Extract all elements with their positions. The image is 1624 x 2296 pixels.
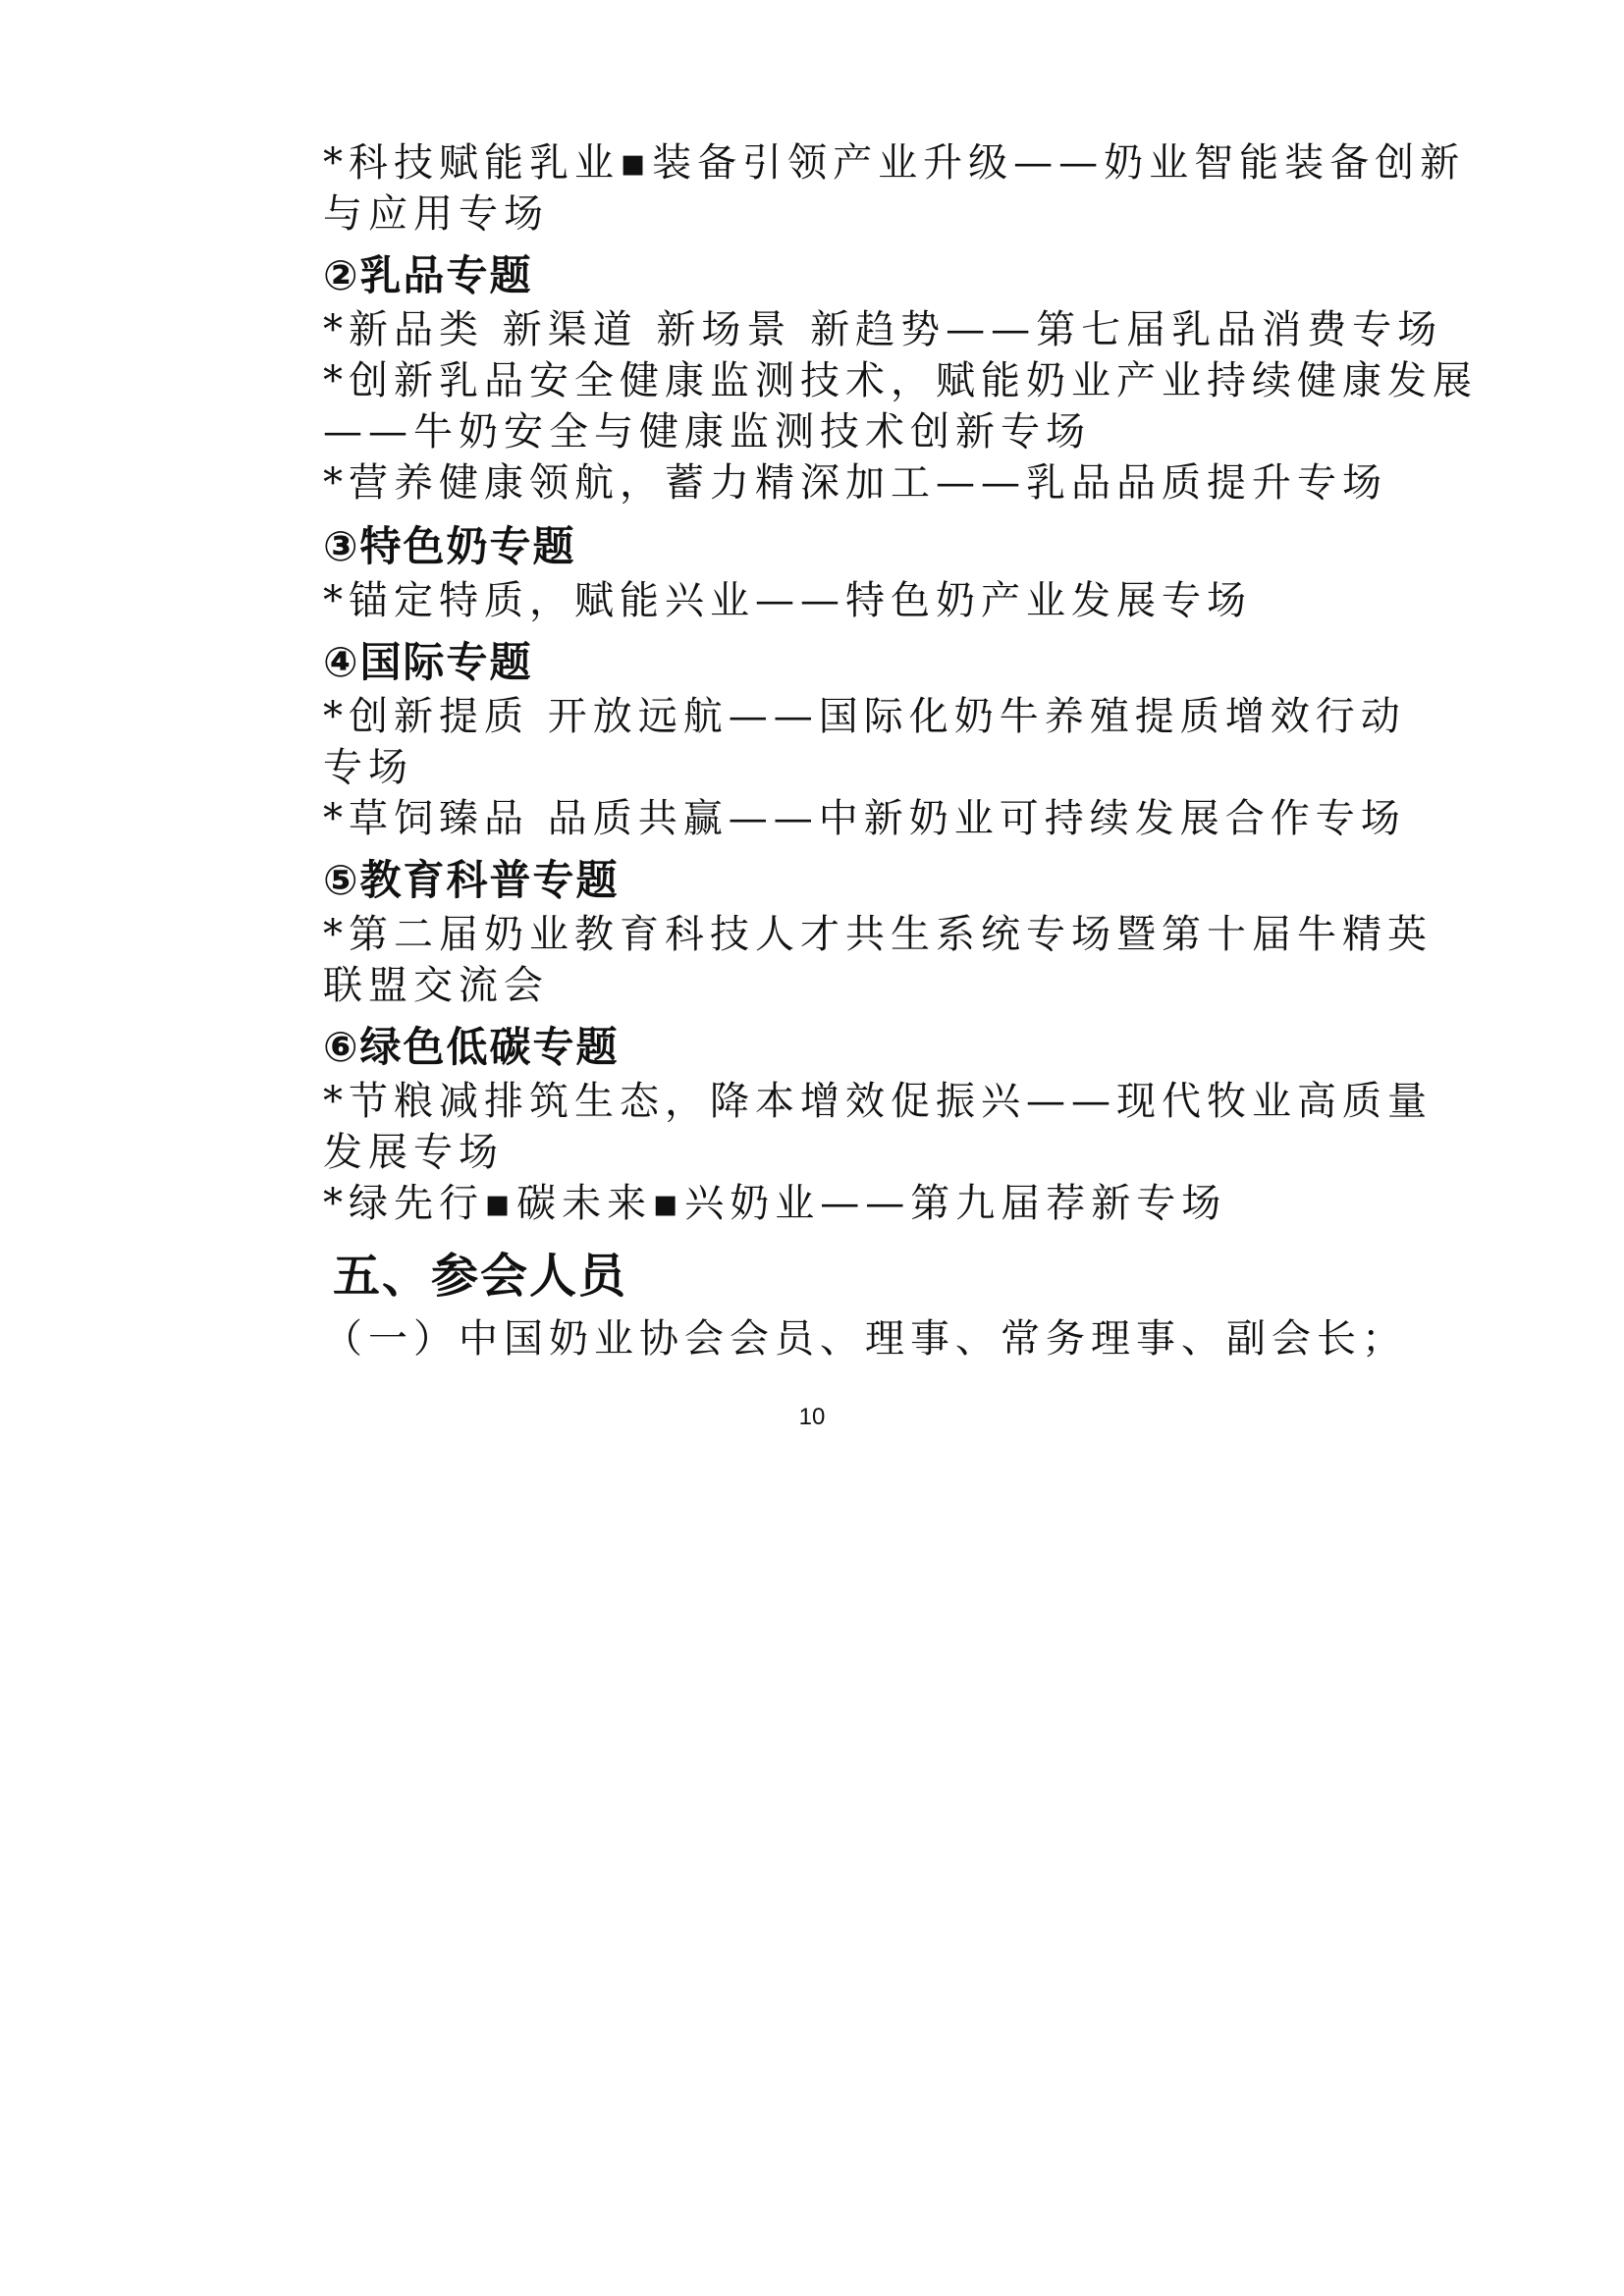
text-line: 发展专场 [323,1130,504,1175]
section-title: 五、参会人员 [333,1249,628,1304]
subsection-heading: ④国际专题 [323,638,533,686]
text-line: *科技赋能乳业▪装备引领产业升级——奶业智能装备创新 [323,140,1466,186]
text-line: 联盟交流会 [323,963,549,1008]
page-number: 10 [798,1404,826,1430]
text-line: *新品类 新渠道 新场景 新趋势——第七届乳品消费专场 [323,307,1443,352]
text-line: *锚定特质，赋能兴业——特色奶产业发展专场 [323,578,1252,623]
text-line: *创新乳品安全健康监测技术，赋能奶业产业持续健康发展 [323,358,1478,403]
text-line: *创新提质 开放远航——国际化奶牛养殖提质增效行动 [323,694,1406,739]
text-line: *草饲臻品 品质共赢——中新奶业可持续发展合作专场 [323,796,1406,841]
text-line: 专场 [323,745,413,790]
text-line: *营养健康领航，蓄力精深加工——乳品品质提升专场 [323,460,1387,506]
subsection-heading: ⑥绿色低碳专题 [323,1023,620,1071]
subsection-heading: ②乳品专题 [323,251,533,299]
text-line: *绿先行▪碳未来▪兴奶业——第九届荐新专场 [323,1181,1227,1226]
text-line: *节粮减排筑生态，降本增效促振兴——现代牧业高质量 [323,1079,1433,1124]
subsection-heading: ⑤教育科普专题 [323,856,620,904]
text-line: *第二届奶业教育科技人才共生系统专场暨第十届牛精英 [323,912,1433,957]
text-line: （一）中国奶业协会会员、理事、常务理事、副会长； [323,1316,1407,1362]
subsection-heading: ③特色奶专题 [323,522,576,570]
text-line: 与应用专场 [323,191,549,237]
text-line: ——牛奶安全与健康监测技术创新专场 [323,409,1091,454]
